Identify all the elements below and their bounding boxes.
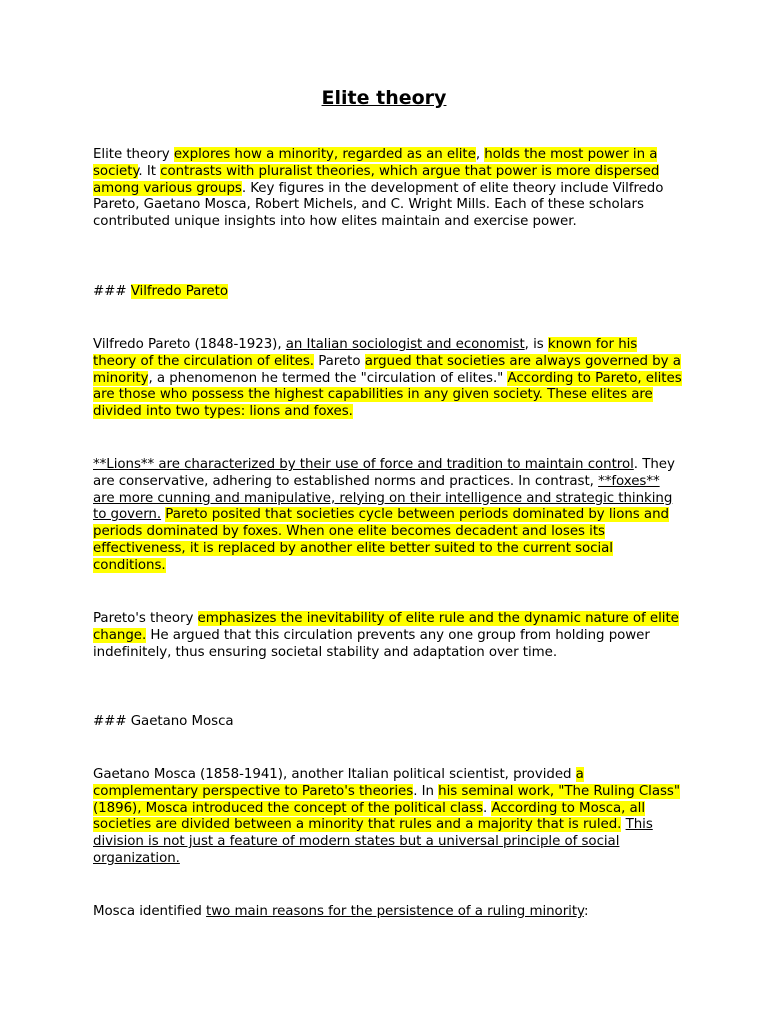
highlighted-text: contrasts with pluralist theories, which argue that power is more dispersed among various groups <box>93 163 660 196</box>
text-segment: Vilfredo Pareto (1848-1923), <box>93 337 286 352</box>
text-segment: Mosca identified <box>93 904 207 919</box>
text-segment: Pareto's theory <box>93 611 198 626</box>
underlined-text: two main reasons for the persistence of a ruling minority <box>206 904 584 919</box>
heading-vilfredo-pareto <box>93 284 683 301</box>
text-segment: , a phenomenon he termed the "circulation of elites." <box>148 370 508 386</box>
text-segment: Gaetano Mosca (1858-1941), another Italian political scientist, provided <box>93 767 576 782</box>
paragraph-lions-foxes <box>93 457 683 575</box>
text-segment: : <box>583 904 589 919</box>
text-segment: . In <box>413 783 439 799</box>
text-segment: ### <box>93 284 131 299</box>
text-segment: , is <box>524 337 548 352</box>
text-segment: Pareto <box>314 353 365 369</box>
heading-gaetano-mosca <box>93 714 683 731</box>
text-segment: Elite theory <box>93 147 174 162</box>
document-title: Elite theory <box>321 87 447 109</box>
paragraph-mosca-ruling-class <box>93 767 683 868</box>
text-segment: , <box>475 147 485 162</box>
highlighted-text: According to Mosca, all societies are divided between a minority that rules and a majority that is ruled. <box>93 800 646 833</box>
text-segment: ### Gaetano Mosca <box>93 714 234 729</box>
highlighted-text: Vilfredo Pareto <box>130 284 228 299</box>
underlined-text: This division is not just a feature of modern states but a universal principle of social organization. <box>93 817 653 866</box>
highlighted-text: holds the most power in a society <box>93 147 658 179</box>
text-segment: . <box>483 800 492 816</box>
highlighted-text: known for his theory of the circulation of elites. <box>93 337 638 369</box>
text-segment: . Key figures in the development of elite theory include Vilfredo Pareto, Gaetano Mosca, Robert Michels, and C. Wright Mills. Each of these scholars contributed unique insights into how elites maintain and exercise power. <box>93 180 664 230</box>
paragraph-mosca-reasons <box>93 904 683 921</box>
underlined-text: **Lions** are characterized by their use of force and tradition to maintain control <box>93 457 634 472</box>
highlighted-text: a complementary perspective to Pareto's theories <box>93 767 584 799</box>
underlined-text: **foxes** are more cunning and manipulative, relying on their intelligence and strategic thinking to govern. <box>93 473 673 523</box>
underlined-text: an Italian sociologist and economist <box>285 337 525 352</box>
highlighted-text: Pareto posited that societies cycle between periods dominated by lions and periods dominated by foxes. When one elite becomes decadent and loses its effectiveness, it is replaced by another elite better suited to the current social conditions. <box>93 507 669 573</box>
text-segment: . They are conservative, adhering to established norms and practices. In contrast, <box>93 457 675 489</box>
paragraph-pareto-theory <box>93 611 683 661</box>
paragraph-pareto-circulation <box>93 337 683 421</box>
paragraph-intro <box>93 147 683 231</box>
highlighted-text: his seminal work, "The Ruling Class" (1896), Mosca introduced the concept of the political class <box>93 783 680 816</box>
highlighted-text: argued that societies are always governed by a minority <box>93 353 681 386</box>
highlighted-text: According to Pareto, elites are those who possess the highest capabilities in any given society. These elites are divided into two types: lions and foxes. <box>93 370 682 420</box>
highlighted-text: explores how a minority, regarded as an elite <box>173 147 476 162</box>
highlighted-text: emphasizes the inevitability of elite rule and the dynamic nature of elite change. <box>93 611 679 643</box>
text-segment: He argued that this circulation prevents any one group from holding power indefinitely, thus ensuring societal stability and adaptation over time. <box>93 627 650 660</box>
text-segment: . It <box>138 163 161 179</box>
